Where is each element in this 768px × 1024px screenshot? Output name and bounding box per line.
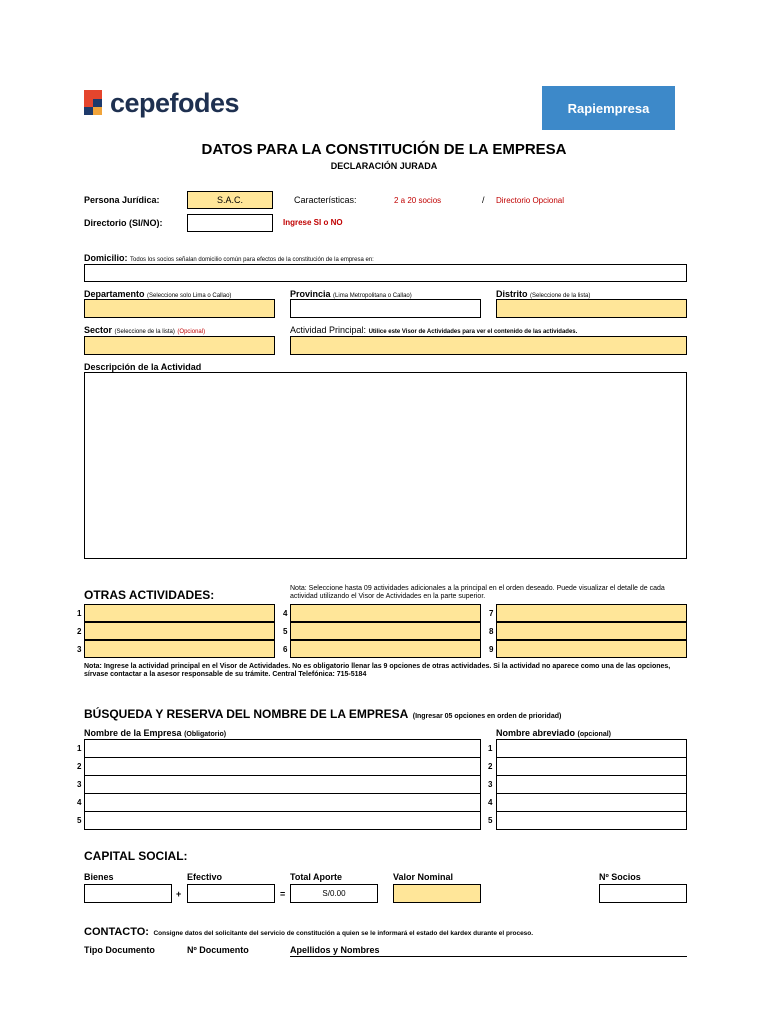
cepefodes-logo-icon (84, 90, 104, 116)
persona-juridica-field[interactable] (187, 191, 273, 209)
nombre-empresa-number: 5 (77, 816, 82, 825)
departamento-field[interactable] (84, 299, 275, 318)
directorio-opcional: Directorio Opcional (496, 196, 565, 205)
nombre-empresa-field[interactable] (84, 775, 481, 794)
directorio-hint: Ingrese SI o NO (283, 218, 343, 227)
contacto-title: CONTACTO: Consigne datos del solicitante del servicio de constitución a quien se le informará el estado del kardex durante el proceso. (84, 926, 534, 938)
bienes-label: Bienes (84, 872, 114, 882)
apellidos-nombres-label: Apellidos y Nombres (290, 945, 380, 955)
nombre-empresa-number: 3 (77, 780, 82, 789)
num-socios-field[interactable] (599, 884, 687, 903)
otra-actividad-number: 6 (283, 645, 288, 654)
otra-actividad-number: 7 (489, 609, 494, 618)
otras-actividades-title: OTRAS ACTIVIDADES: (84, 588, 215, 602)
otra-actividad-number: 1 (77, 609, 82, 618)
otras-actividades-note: Nota: Seleccione hasta 09 actividades adicionales a la principal en el orden deseado. Puede visualizar el detalle de cada actividad utilizando el Visor de Actividades en la parte superior. (290, 585, 665, 600)
nombre-empresa-field[interactable] (84, 757, 481, 776)
otra-actividad-number: 8 (489, 627, 494, 636)
nombre-empresa-number: 4 (77, 798, 82, 807)
domicilio-label: Domicilio: Todos los socios señalan domicilio común para efectos de la constitución de la empresa en: (84, 253, 374, 263)
nombre-abreviado-number: 5 (488, 816, 493, 825)
contacto-underline (290, 956, 687, 957)
num-socios-label: Nº Socios (599, 872, 641, 882)
descripcion-label: Descripción de la Actividad (84, 362, 202, 372)
nombre-empresa-field[interactable] (84, 793, 481, 812)
provincia-field[interactable] (290, 299, 481, 318)
slash-separator: / (482, 195, 485, 205)
otra-actividad-field[interactable] (84, 604, 275, 622)
nombre-empresa-number: 2 (77, 762, 82, 771)
otra-actividad-field[interactable] (290, 640, 481, 658)
nombre-empresa-label: Nombre de la Empresa (Obligatorio) (84, 728, 227, 738)
provincia-label: Provincia (Lima Metropolitana o Callao) (290, 289, 412, 299)
rapiempresa-label: Rapiempresa (567, 100, 650, 116)
descripcion-textarea[interactable] (84, 372, 687, 559)
nombre-abreviado-number: 3 (488, 780, 493, 789)
otra-actividad-field[interactable] (84, 640, 275, 658)
nombre-empresa-field[interactable] (84, 739, 481, 758)
sector-label: Sector (Seleccione de la lista) (Opcional) (84, 325, 206, 335)
nombre-abreviado-field[interactable] (496, 775, 687, 794)
total-aporte-value: S/0.00 (322, 889, 346, 898)
domicilio-field[interactable] (84, 264, 687, 282)
page-title: DATOS PARA LA CONSTITUCIÓN DE LA EMPRESA (201, 141, 567, 158)
efectivo-field[interactable] (187, 884, 275, 903)
caracteristicas-label: Características: (294, 195, 357, 205)
otras-actividades-footer: Nota: Ingrese la actividad principal en el Visor de Actividades. No es obligatorio llenar las 9 opciones de otras actividades. Si la actividad no aparece como una de las opciones, sírvase contactar a la asesor responsable de su trámite. Central Telefónica: 715-5184 (84, 663, 671, 678)
valor-nominal-field[interactable] (393, 884, 481, 903)
caracteristicas-value: 2 a 20 socios (394, 196, 442, 205)
capital-social-title: CAPITAL SOCIAL: (84, 849, 188, 863)
nombre-empresa-field[interactable] (84, 811, 481, 830)
actividad-principal-field[interactable] (290, 336, 687, 355)
nombre-abreviado-field[interactable] (496, 757, 687, 776)
cepefodes-logo (84, 89, 239, 117)
otra-actividad-field[interactable] (290, 622, 481, 640)
otra-actividad-number: 3 (77, 645, 82, 654)
departamento-label: Departamento (Seleccione solo Lima o Callao) (84, 289, 232, 299)
otra-actividad-field[interactable] (84, 622, 275, 640)
nombre-abreviado-field[interactable] (496, 739, 687, 758)
distrito-label: Distrito (Seleccione de la lista) (496, 289, 591, 299)
valor-nominal-label: Valor Nominal (393, 872, 454, 882)
directorio-label: Directorio (SI/NO): (84, 218, 163, 228)
otra-actividad-field[interactable] (290, 604, 481, 622)
rapiempresa-badge (542, 86, 675, 130)
nombre-abreviado-field[interactable] (496, 811, 687, 830)
nombre-empresa-number: 1 (77, 744, 82, 753)
sector-field[interactable] (84, 336, 275, 355)
equals-sign: = (280, 889, 286, 899)
efectivo-label: Efectivo (187, 872, 223, 882)
otra-actividad-field[interactable] (496, 640, 687, 658)
otra-actividad-number: 5 (283, 627, 288, 636)
nombre-abreviado-number: 1 (488, 744, 493, 753)
otra-actividad-field[interactable] (496, 622, 687, 640)
nombre-abreviado-label: Nombre abreviado (opcional) (496, 728, 611, 738)
total-aporte-label: Total Aporte (290, 872, 342, 882)
num-documento-label: Nº Documento (187, 945, 249, 955)
logo-text: cepefodes (110, 87, 240, 118)
otra-actividad-number: 9 (489, 645, 494, 654)
nombre-abreviado-field[interactable] (496, 793, 687, 812)
nombre-abreviado-number: 4 (488, 798, 493, 807)
otra-actividad-number: 4 (283, 609, 288, 618)
persona-juridica-label: Persona Jurídica: (84, 195, 160, 205)
distrito-field[interactable] (496, 299, 687, 318)
busqueda-title: BÚSQUEDA Y RESERVA DEL NOMBRE DE LA EMPRESA (Ingresar 05 opciones en orden de prioridad) (84, 707, 562, 721)
domicilio-note: Todos los socios señalan domicilio común para efectos de la constitución de la empresa en: (130, 257, 374, 263)
total-aporte-field (290, 884, 378, 903)
actividad-principal-label: Actividad Principal: Utilice este Visor de Actividades para ver el contenido de las actividades. (290, 325, 578, 335)
otra-actividad-number: 2 (77, 627, 82, 636)
nombre-abreviado-number: 2 (488, 762, 493, 771)
otra-actividad-field[interactable] (496, 604, 687, 622)
plus-sign: + (176, 889, 182, 899)
bienes-field[interactable] (84, 884, 172, 903)
persona-juridica-value: S.A.C. (216, 195, 243, 205)
page-subtitle: DECLARACIÓN JURADA (330, 161, 438, 171)
directorio-field[interactable] (187, 214, 273, 232)
tipo-documento-label: Tipo Documento (84, 945, 155, 955)
